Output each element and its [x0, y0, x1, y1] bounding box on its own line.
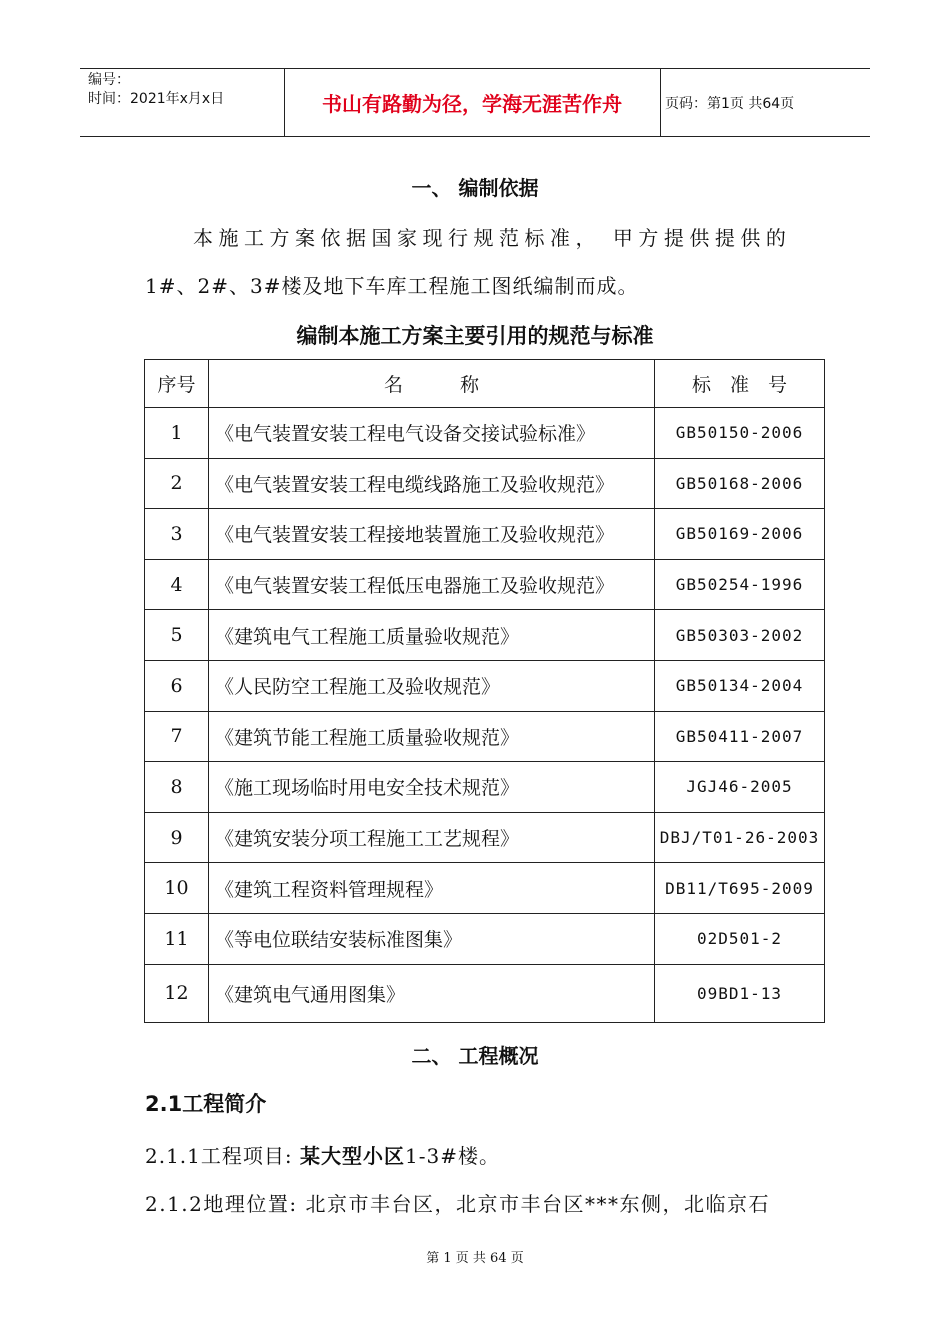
- table-title: 编制本施工方案主要引用的规范与标准: [296, 323, 654, 348]
- row-name: 《建筑安装分项工程施工工艺规程》: [209, 812, 655, 863]
- table-row: [145, 812, 825, 863]
- row-no: 8: [145, 762, 209, 813]
- section-title-overview: 二、 工程概况: [411, 1044, 539, 1068]
- project-item-label: 2.1.1工程项目:: [145, 1144, 300, 1168]
- project-item-value: 某大型小区: [299, 1144, 405, 1168]
- row-name: 《建筑电气通用图集》: [209, 964, 655, 1022]
- header-divider: [660, 69, 661, 136]
- row-code: JGJ46-2005: [655, 762, 825, 813]
- table-row: [145, 863, 825, 914]
- table-header-row: [145, 360, 825, 408]
- row-name: 《建筑工程资料管理规程》: [209, 863, 655, 914]
- table-row: [145, 458, 825, 509]
- page-footer: 第 1 页 共 64 页: [426, 1251, 524, 1266]
- row-name: 《建筑节能工程施工质量验收规范》: [209, 711, 655, 762]
- row-no: 7: [145, 711, 209, 762]
- table-row: [145, 660, 825, 711]
- row-no: 5: [145, 610, 209, 661]
- standards-table: [144, 359, 825, 1023]
- row-name: 《电气装置安装工程电缆线路施工及验收规范》: [209, 458, 655, 509]
- project-item: [145, 1140, 500, 1169]
- row-code: GB50168-2006: [655, 458, 825, 509]
- table-row: [145, 762, 825, 813]
- row-code: GB50134-2004: [655, 660, 825, 711]
- row-no: 9: [145, 812, 209, 863]
- row-no: 6: [145, 660, 209, 711]
- row-name: 《等电位联结安装标准图集》: [209, 913, 655, 964]
- row-no: 2: [145, 458, 209, 509]
- row-code: DB11/T695-2009: [655, 863, 825, 914]
- header-motto: 书山有路勤为径，学海无涯苦作舟: [322, 92, 622, 116]
- row-code: 09BD1-13: [655, 964, 825, 1022]
- header-time: 时间：2021年x月x日: [88, 91, 225, 107]
- row-code: GB50150-2006: [655, 408, 825, 459]
- row-no: 1: [145, 408, 209, 459]
- row-name: 《施工现场临时用电安全技术规范》: [209, 762, 655, 813]
- section-title-basis: 一、 编制依据: [411, 176, 539, 200]
- row-name: 《电气装置安装工程接地装置施工及验收规范》: [209, 509, 655, 560]
- table-row: [145, 711, 825, 762]
- row-code: GB50303-2002: [655, 610, 825, 661]
- row-no: 11: [145, 913, 209, 964]
- row-name: 《电气装置安装工程低压电器施工及验收规范》: [209, 559, 655, 610]
- table-row: [145, 559, 825, 610]
- header-number: 编号：: [88, 72, 130, 88]
- table-row: [145, 964, 825, 1022]
- table-row: [145, 610, 825, 661]
- row-code: GB50254-1996: [655, 559, 825, 610]
- table-row: [145, 509, 825, 560]
- col-header-name: 名 称: [209, 360, 655, 408]
- col-header-code: 标 准 号: [655, 360, 825, 408]
- row-code: DBJ/T01-26-2003: [655, 812, 825, 863]
- basis-paragraph-line2: 1#、2#、3#楼及地下车库工程施工图纸编制而成。: [145, 274, 639, 298]
- row-no: 3: [145, 509, 209, 560]
- page-header: [80, 68, 870, 137]
- subsection-title: 2.1工程简介: [145, 1092, 267, 1116]
- table-row: [145, 408, 825, 459]
- basis-paragraph-line1: 本施工方案依据国家现行规范标准， 甲方提供提供的: [193, 226, 792, 250]
- row-name: 《建筑电气工程施工质量验收规范》: [209, 610, 655, 661]
- header-page-info: 页码：第1页 共64页: [665, 95, 795, 112]
- row-code: GB50411-2007: [655, 711, 825, 762]
- row-code: GB50169-2006: [655, 509, 825, 560]
- header-meta: [88, 71, 283, 109]
- row-no: 12: [145, 964, 209, 1022]
- row-name: 《人民防空工程施工及验收规范》: [209, 660, 655, 711]
- table-row: [145, 913, 825, 964]
- col-header-no: 序号: [145, 360, 209, 408]
- row-no: 10: [145, 863, 209, 914]
- row-no: 4: [145, 559, 209, 610]
- row-name: 《电气装置安装工程电气设备交接试验标准》: [209, 408, 655, 459]
- project-item-suffix: 1-3#楼。: [404, 1144, 500, 1168]
- row-code: 02D501-2: [655, 913, 825, 964]
- location-item: 2.1.2地理位置: 北京市丰台区，北京市丰台区***东侧，北临京石: [145, 1192, 770, 1216]
